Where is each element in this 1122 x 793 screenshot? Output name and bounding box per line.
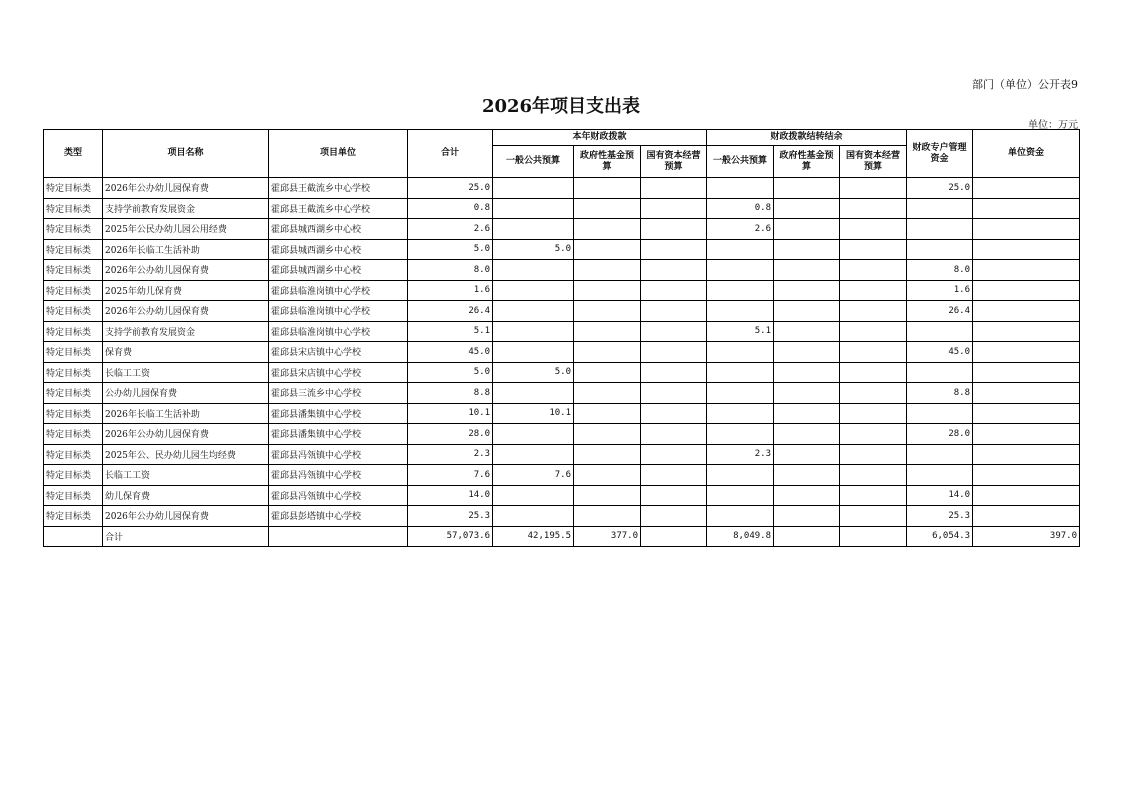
cell-general-budget bbox=[493, 301, 574, 322]
cell-type: 特定目标类 bbox=[44, 260, 103, 281]
cell-type: 特定目标类 bbox=[44, 424, 103, 445]
cell-carry-general-budget: 2.3 bbox=[707, 444, 774, 465]
cell-unit-fund bbox=[973, 424, 1080, 445]
cell-gov-fund bbox=[574, 444, 641, 465]
cell-special-fund: 8.0 bbox=[907, 260, 973, 281]
cell-type: 特定目标类 bbox=[44, 485, 103, 506]
cell-state-capital bbox=[641, 424, 707, 445]
table-row bbox=[44, 260, 1080, 281]
cell-carry-gov-fund bbox=[774, 239, 840, 260]
cell-special-fund: 1.6 bbox=[907, 280, 973, 301]
table-row bbox=[44, 485, 1080, 506]
cell-type: 特定目标类 bbox=[44, 342, 103, 363]
cell-state-capital bbox=[641, 362, 707, 383]
table-row bbox=[44, 403, 1080, 424]
cell-unit: 霍邱县冯瓴镇中心学校 bbox=[269, 444, 408, 465]
cell-name: 2026年长临工生活补助 bbox=[103, 403, 269, 424]
cell-carry-general-budget bbox=[707, 280, 774, 301]
cell-carry-gov-fund bbox=[774, 444, 840, 465]
col-header-special-fund: 财政专户管理资金 bbox=[907, 130, 973, 178]
cell-unit: 霍邱县宋店镇中心学校 bbox=[269, 362, 408, 383]
cell-general-budget bbox=[493, 178, 574, 199]
cell-unit: 霍邱县潘集镇中心学校 bbox=[269, 424, 408, 445]
cell-state-capital bbox=[641, 219, 707, 240]
total-cell-special-fund: 6,054.3 bbox=[907, 526, 973, 547]
cell-unit-fund bbox=[973, 342, 1080, 363]
cell-type: 特定目标类 bbox=[44, 301, 103, 322]
cell-name: 公办幼儿园保育费 bbox=[103, 383, 269, 404]
cell-total: 8.0 bbox=[408, 260, 493, 281]
cell-gov-fund bbox=[574, 424, 641, 445]
cell-carry-general-budget bbox=[707, 178, 774, 199]
cell-type: 特定目标类 bbox=[44, 444, 103, 465]
cell-carry-gov-fund bbox=[774, 485, 840, 506]
cell-type: 特定目标类 bbox=[44, 506, 103, 527]
cell-total: 25.0 bbox=[408, 178, 493, 199]
table-row bbox=[44, 444, 1080, 465]
cell-unit: 霍邱县三流乡中心学校 bbox=[269, 383, 408, 404]
cell-name: 2026年长临工生活补助 bbox=[103, 239, 269, 260]
cell-special-fund bbox=[907, 465, 973, 486]
cell-unit-fund bbox=[973, 301, 1080, 322]
cell-carry-gov-fund bbox=[774, 342, 840, 363]
cell-gov-fund bbox=[574, 383, 641, 404]
cell-gov-fund bbox=[574, 178, 641, 199]
cell-unit-fund bbox=[973, 465, 1080, 486]
cell-carry-gov-fund bbox=[774, 321, 840, 342]
total-cell-total: 57,073.6 bbox=[408, 526, 493, 547]
table-row bbox=[44, 178, 1080, 199]
cell-gov-fund bbox=[574, 362, 641, 383]
cell-carry-general-budget: 0.8 bbox=[707, 198, 774, 219]
cell-state-capital bbox=[641, 444, 707, 465]
cell-total: 25.3 bbox=[408, 506, 493, 527]
cell-general-budget: 5.0 bbox=[493, 239, 574, 260]
cell-unit-fund bbox=[973, 239, 1080, 260]
cell-name: 2026年公办幼儿园保育费 bbox=[103, 301, 269, 322]
cell-carry-gov-fund bbox=[774, 403, 840, 424]
cell-type: 特定目标类 bbox=[44, 362, 103, 383]
cell-special-fund: 8.8 bbox=[907, 383, 973, 404]
cell-general-budget bbox=[493, 424, 574, 445]
col-header-carry-gov-fund: 政府性基金预算 bbox=[774, 146, 840, 178]
cell-name: 长临工工资 bbox=[103, 362, 269, 383]
cell-unit-fund bbox=[973, 280, 1080, 301]
col-header-general-budget: 一般公共预算 bbox=[493, 146, 574, 178]
col-header-gov-fund: 政府性基金预算 bbox=[574, 146, 641, 178]
cell-name: 2025年公民办幼儿园公用经费 bbox=[103, 219, 269, 240]
total-cell-carry-gov-fund bbox=[774, 526, 840, 547]
totals-row bbox=[44, 526, 1080, 547]
cell-special-fund: 45.0 bbox=[907, 342, 973, 363]
cell-unit: 霍邱县城西湖乡中心校 bbox=[269, 219, 408, 240]
cell-general-budget: 5.0 bbox=[493, 362, 574, 383]
table-row bbox=[44, 465, 1080, 486]
cell-carry-gov-fund bbox=[774, 424, 840, 445]
col-header-total: 合计 bbox=[408, 130, 493, 178]
cell-state-capital bbox=[641, 239, 707, 260]
cell-total: 1.6 bbox=[408, 280, 493, 301]
table-number: 部门（单位）公开表9 bbox=[972, 78, 1078, 91]
cell-general-budget bbox=[493, 485, 574, 506]
cell-unit-fund bbox=[973, 260, 1080, 281]
cell-unit-fund bbox=[973, 506, 1080, 527]
col-group-carryover: 财政拨款结转结余 bbox=[707, 130, 907, 146]
cell-unit: 霍邱县临淮岗镇中心学校 bbox=[269, 321, 408, 342]
cell-unit: 霍邱县冯瓴镇中心学校 bbox=[269, 485, 408, 506]
cell-total: 2.3 bbox=[408, 444, 493, 465]
cell-gov-fund bbox=[574, 198, 641, 219]
cell-total: 26.4 bbox=[408, 301, 493, 322]
cell-state-capital bbox=[641, 280, 707, 301]
cell-carry-state-capital bbox=[840, 239, 907, 260]
cell-carry-general-budget bbox=[707, 342, 774, 363]
cell-gov-fund bbox=[574, 260, 641, 281]
cell-total: 5.0 bbox=[408, 239, 493, 260]
cell-unit-fund bbox=[973, 383, 1080, 404]
cell-carry-state-capital bbox=[840, 198, 907, 219]
table-row bbox=[44, 383, 1080, 404]
col-header-project-name: 项目名称 bbox=[103, 130, 269, 178]
col-header-type: 类型 bbox=[44, 130, 103, 178]
cell-state-capital bbox=[641, 506, 707, 527]
cell-unit: 霍邱县冯瓴镇中心学校 bbox=[269, 465, 408, 486]
cell-special-fund: 26.4 bbox=[907, 301, 973, 322]
cell-total: 5.0 bbox=[408, 362, 493, 383]
cell-type: 特定目标类 bbox=[44, 219, 103, 240]
col-group-current-appropriation: 本年财政拨款 bbox=[493, 130, 707, 146]
cell-carry-general-budget bbox=[707, 465, 774, 486]
cell-total: 5.1 bbox=[408, 321, 493, 342]
cell-carry-state-capital bbox=[840, 321, 907, 342]
cell-general-budget bbox=[493, 260, 574, 281]
cell-gov-fund bbox=[574, 301, 641, 322]
cell-carry-general-budget: 5.1 bbox=[707, 321, 774, 342]
total-cell-gov-fund: 377.0 bbox=[574, 526, 641, 547]
cell-general-budget bbox=[493, 321, 574, 342]
cell-unit-fund bbox=[973, 178, 1080, 199]
table-row bbox=[44, 362, 1080, 383]
cell-carry-gov-fund bbox=[774, 362, 840, 383]
cell-name: 2026年公办幼儿园保育费 bbox=[103, 260, 269, 281]
cell-total: 10.1 bbox=[408, 403, 493, 424]
cell-unit: 霍邱县城西湖乡中心校 bbox=[269, 239, 408, 260]
cell-state-capital bbox=[641, 198, 707, 219]
total-cell-state-capital bbox=[641, 526, 707, 547]
cell-carry-general-budget bbox=[707, 485, 774, 506]
cell-name: 长临工工资 bbox=[103, 465, 269, 486]
cell-general-budget bbox=[493, 506, 574, 527]
cell-general-budget bbox=[493, 342, 574, 363]
cell-carry-state-capital bbox=[840, 301, 907, 322]
cell-unit: 霍邱县临淮岗镇中心学校 bbox=[269, 280, 408, 301]
cell-unit: 霍邱县城西湖乡中心校 bbox=[269, 260, 408, 281]
cell-unit-fund bbox=[973, 219, 1080, 240]
cell-carry-general-budget: 2.6 bbox=[707, 219, 774, 240]
cell-special-fund bbox=[907, 403, 973, 424]
cell-general-budget bbox=[493, 219, 574, 240]
cell-carry-general-budget bbox=[707, 301, 774, 322]
table-row bbox=[44, 198, 1080, 219]
cell-type: 特定目标类 bbox=[44, 239, 103, 260]
cell-carry-gov-fund bbox=[774, 465, 840, 486]
cell-special-fund bbox=[907, 239, 973, 260]
cell-carry-gov-fund bbox=[774, 178, 840, 199]
cell-unit: 霍邱县王截流乡中心学校 bbox=[269, 178, 408, 199]
cell-carry-general-budget bbox=[707, 403, 774, 424]
total-cell-general-budget: 42,195.5 bbox=[493, 526, 574, 547]
cell-unit-fund bbox=[973, 403, 1080, 424]
cell-name: 2026年公办幼儿园保育费 bbox=[103, 178, 269, 199]
cell-carry-state-capital bbox=[840, 383, 907, 404]
col-header-state-capital: 国有资本经营预算 bbox=[641, 146, 707, 178]
table-row bbox=[44, 239, 1080, 260]
cell-general-budget: 10.1 bbox=[493, 403, 574, 424]
cell-unit: 霍邱县临淮岗镇中心学校 bbox=[269, 301, 408, 322]
cell-carry-state-capital bbox=[840, 485, 907, 506]
cell-carry-state-capital bbox=[840, 403, 907, 424]
cell-general-budget: 7.6 bbox=[493, 465, 574, 486]
col-header-carry-state-capital: 国有资本经营预算 bbox=[840, 146, 907, 178]
cell-carry-general-budget bbox=[707, 424, 774, 445]
cell-total: 8.8 bbox=[408, 383, 493, 404]
cell-carry-gov-fund bbox=[774, 198, 840, 219]
cell-unit-fund bbox=[973, 362, 1080, 383]
cell-unit-fund bbox=[973, 485, 1080, 506]
total-cell-unit-fund: 397.0 bbox=[973, 526, 1080, 547]
cell-carry-state-capital bbox=[840, 444, 907, 465]
table-row bbox=[44, 342, 1080, 363]
cell-gov-fund bbox=[574, 485, 641, 506]
col-header-carry-general-budget: 一般公共预算 bbox=[707, 146, 774, 178]
cell-carry-general-budget bbox=[707, 506, 774, 527]
cell-name: 幼儿保育费 bbox=[103, 485, 269, 506]
total-cell-type bbox=[44, 526, 103, 547]
cell-carry-gov-fund bbox=[774, 219, 840, 240]
cell-name: 支持学前教育发展资金 bbox=[103, 198, 269, 219]
cell-name: 2025年幼儿保育费 bbox=[103, 280, 269, 301]
cell-carry-state-capital bbox=[840, 178, 907, 199]
table-row bbox=[44, 506, 1080, 527]
cell-unit: 霍邱县王截流乡中心学校 bbox=[269, 198, 408, 219]
cell-special-fund: 25.0 bbox=[907, 178, 973, 199]
cell-gov-fund bbox=[574, 403, 641, 424]
cell-gov-fund bbox=[574, 239, 641, 260]
cell-carry-state-capital bbox=[840, 219, 907, 240]
table-row bbox=[44, 219, 1080, 240]
cell-type: 特定目标类 bbox=[44, 383, 103, 404]
table-row bbox=[44, 301, 1080, 322]
page-title: 2026年项目支出表 bbox=[481, 96, 641, 117]
cell-gov-fund bbox=[574, 506, 641, 527]
cell-gov-fund bbox=[574, 465, 641, 486]
cell-general-budget bbox=[493, 444, 574, 465]
project-expense-table bbox=[43, 129, 1080, 547]
cell-special-fund bbox=[907, 321, 973, 342]
cell-name: 保育费 bbox=[103, 342, 269, 363]
cell-type: 特定目标类 bbox=[44, 198, 103, 219]
cell-carry-state-capital bbox=[840, 465, 907, 486]
cell-carry-general-budget bbox=[707, 239, 774, 260]
cell-gov-fund bbox=[574, 321, 641, 342]
cell-carry-general-budget bbox=[707, 362, 774, 383]
cell-gov-fund bbox=[574, 219, 641, 240]
unit-label: 单位：万元 bbox=[1028, 120, 1078, 131]
total-cell-label: 合计 bbox=[103, 526, 269, 547]
cell-gov-fund bbox=[574, 280, 641, 301]
cell-carry-gov-fund bbox=[774, 280, 840, 301]
cell-gov-fund bbox=[574, 342, 641, 363]
cell-carry-state-capital bbox=[840, 506, 907, 527]
cell-type: 特定目标类 bbox=[44, 465, 103, 486]
cell-special-fund bbox=[907, 198, 973, 219]
total-cell-carry-general-budget: 8,049.8 bbox=[707, 526, 774, 547]
cell-type: 特定目标类 bbox=[44, 321, 103, 342]
cell-carry-general-budget bbox=[707, 260, 774, 281]
cell-total: 45.0 bbox=[408, 342, 493, 363]
cell-general-budget bbox=[493, 280, 574, 301]
cell-special-fund bbox=[907, 444, 973, 465]
cell-state-capital bbox=[641, 301, 707, 322]
total-cell-unit bbox=[269, 526, 408, 547]
table-row bbox=[44, 321, 1080, 342]
cell-total: 0.8 bbox=[408, 198, 493, 219]
cell-carry-general-budget bbox=[707, 383, 774, 404]
table-row bbox=[44, 424, 1080, 445]
cell-unit-fund bbox=[973, 198, 1080, 219]
cell-special-fund bbox=[907, 362, 973, 383]
cell-total: 2.6 bbox=[408, 219, 493, 240]
cell-state-capital bbox=[641, 465, 707, 486]
col-header-project-unit: 项目单位 bbox=[269, 130, 408, 178]
col-header-unit-fund: 单位资金 bbox=[973, 130, 1080, 178]
cell-state-capital bbox=[641, 178, 707, 199]
cell-general-budget bbox=[493, 383, 574, 404]
cell-carry-gov-fund bbox=[774, 301, 840, 322]
cell-special-fund bbox=[907, 219, 973, 240]
cell-total: 28.0 bbox=[408, 424, 493, 445]
total-cell-carry-state-capital bbox=[840, 526, 907, 547]
cell-unit: 霍邱县彭塔镇中心学校 bbox=[269, 506, 408, 527]
cell-total: 7.6 bbox=[408, 465, 493, 486]
cell-state-capital bbox=[641, 383, 707, 404]
cell-carry-gov-fund bbox=[774, 506, 840, 527]
cell-unit: 霍邱县潘集镇中心学校 bbox=[269, 403, 408, 424]
cell-state-capital bbox=[641, 321, 707, 342]
cell-carry-state-capital bbox=[840, 424, 907, 445]
cell-name: 2026年公办幼儿园保育费 bbox=[103, 506, 269, 527]
cell-type: 特定目标类 bbox=[44, 178, 103, 199]
cell-name: 支持学前教育发展资金 bbox=[103, 321, 269, 342]
cell-unit-fund bbox=[973, 444, 1080, 465]
cell-special-fund: 14.0 bbox=[907, 485, 973, 506]
cell-carry-gov-fund bbox=[774, 383, 840, 404]
cell-type: 特定目标类 bbox=[44, 280, 103, 301]
cell-name: 2025年公、民办幼儿园生均经费 bbox=[103, 444, 269, 465]
cell-name: 2026年公办幼儿园保育费 bbox=[103, 424, 269, 445]
cell-special-fund: 25.3 bbox=[907, 506, 973, 527]
cell-total: 14.0 bbox=[408, 485, 493, 506]
cell-carry-gov-fund bbox=[774, 260, 840, 281]
cell-carry-state-capital bbox=[840, 362, 907, 383]
cell-type: 特定目标类 bbox=[44, 403, 103, 424]
cell-carry-state-capital bbox=[840, 342, 907, 363]
cell-general-budget bbox=[493, 198, 574, 219]
cell-unit-fund bbox=[973, 321, 1080, 342]
table-row bbox=[44, 280, 1080, 301]
cell-unit: 霍邱县宋店镇中心学校 bbox=[269, 342, 408, 363]
cell-state-capital bbox=[641, 342, 707, 363]
cell-carry-state-capital bbox=[840, 280, 907, 301]
cell-special-fund: 28.0 bbox=[907, 424, 973, 445]
cell-state-capital bbox=[641, 260, 707, 281]
cell-state-capital bbox=[641, 403, 707, 424]
cell-carry-state-capital bbox=[840, 260, 907, 281]
cell-state-capital bbox=[641, 485, 707, 506]
